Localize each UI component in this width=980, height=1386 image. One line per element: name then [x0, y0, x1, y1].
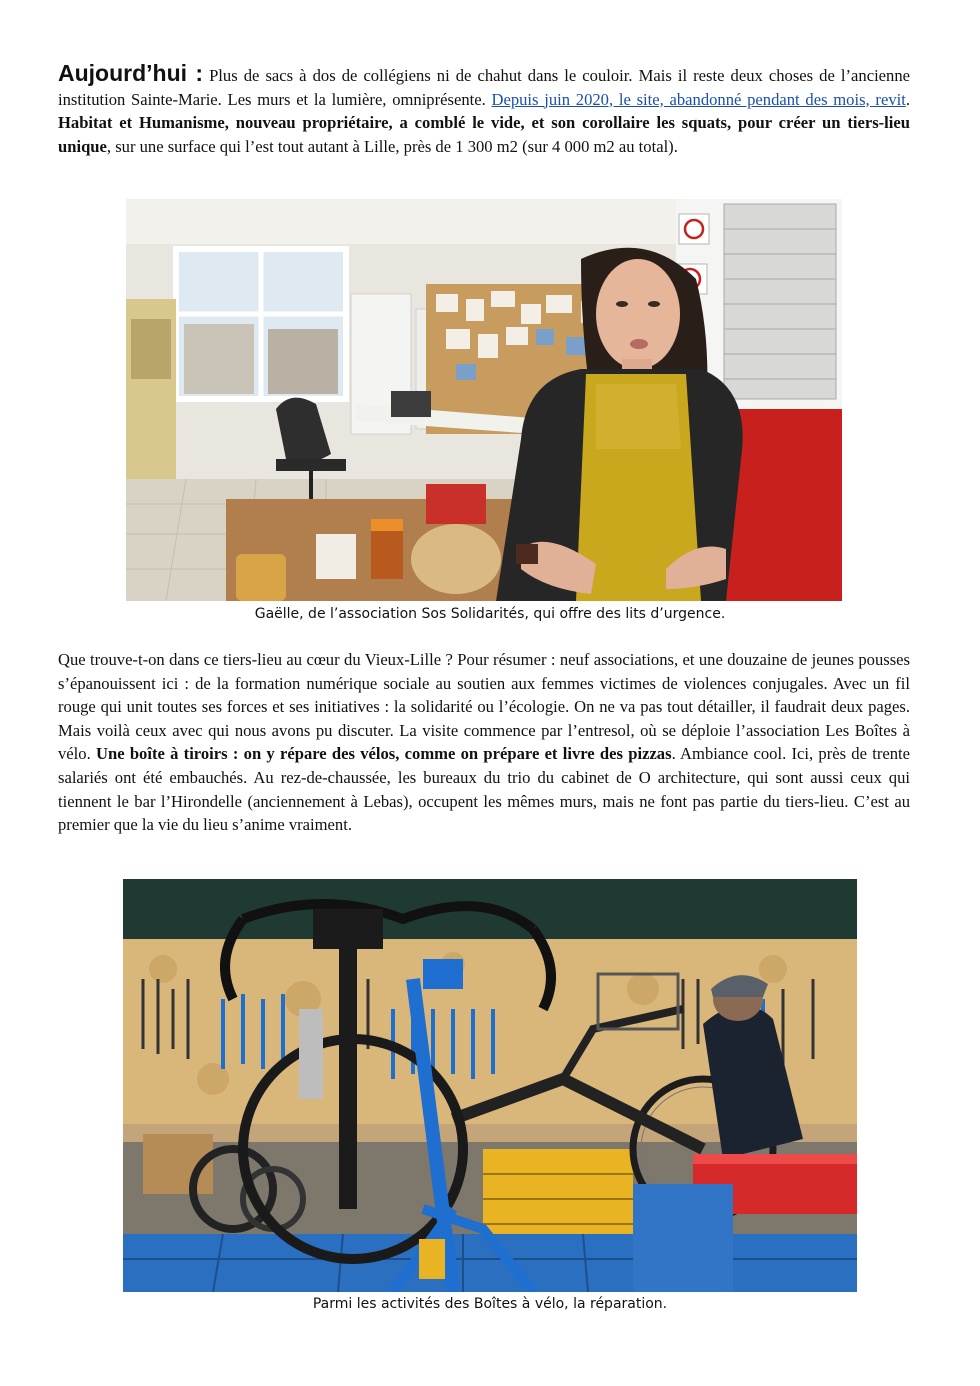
intro-text-2: .: [905, 89, 910, 109]
paragraph-intro: [58, 62, 910, 158]
body-bold: Une boîte à tiroirs : on y répare des vélos, comme on prépare et livre des pizzas: [95, 744, 672, 764]
paragraph-body: [58, 648, 910, 837]
intro-text-1: Plus de sacs à dos de collégiens ni de chahut dans le couloir. Mais il reste deux choses de l’ancienne institution Sainte-Marie. Les murs et la lumière, omniprésente.: [58, 66, 910, 109]
photo-bike-workshop: [123, 879, 857, 1292]
body-text-1: Que trouve-t-on dans ce tiers-lieu au cœur du Vieux-Lille ? Pour résumer : neuf associations, et une douzaine de jeunes pousses s’épanouissent ici : de la formation numérique sociale au soutien aux femmes victimes de violences conjugales. Avec un fil rouge qui unit toutes ses forces et ses initiatives : la solidarité ou l’écologie. On ne va pas tout détailler, il faudrait deux pages. Mais voilà ceux avec qui nous avons pu discuter. La visite commence par l’entresol, où se déploie l’association Les Boîtes à vélo.: [58, 650, 910, 764]
intro-bold: Habitat et Humanisme, nouveau propriétaire, a comblé le vide, et son corollaire les squats, pour créer un tiers-lieu unique: [58, 113, 910, 156]
article-link[interactable]: Depuis juin 2020, le site, abandonné pendant des mois, revit: [491, 89, 906, 109]
caption-photo-2: Parmi les activités des Boîtes à vélo, la réparation.: [312, 1296, 668, 1312]
caption-photo-1: Gaëlle, de l’association Sos Solidarités, qui offre des lits d’urgence.: [254, 606, 726, 622]
body-text-2: . Ambiance cool. Ici, près de trente salariés ont été embauchés. Au rez-de-chaussée, les bureaux du trio du cabinet de O architecture, qui sont aussi ceux qui tiennent le bar l’Hirondelle (anciennement à Lebas), occupent les mêmes murs, mais ne font pas partie du tiers-lieu. C’est au premier que la vie du lieu s’anime vraiment.: [58, 744, 910, 835]
intro-text-3: , sur une surface qui l’est tout autant à Lille, près de 1 300 m2 (sur 4 000 m2 au total).: [106, 136, 678, 156]
photo-gaelle-office: [126, 199, 842, 601]
lead-label: Aujourd’hui :: [58, 60, 203, 86]
